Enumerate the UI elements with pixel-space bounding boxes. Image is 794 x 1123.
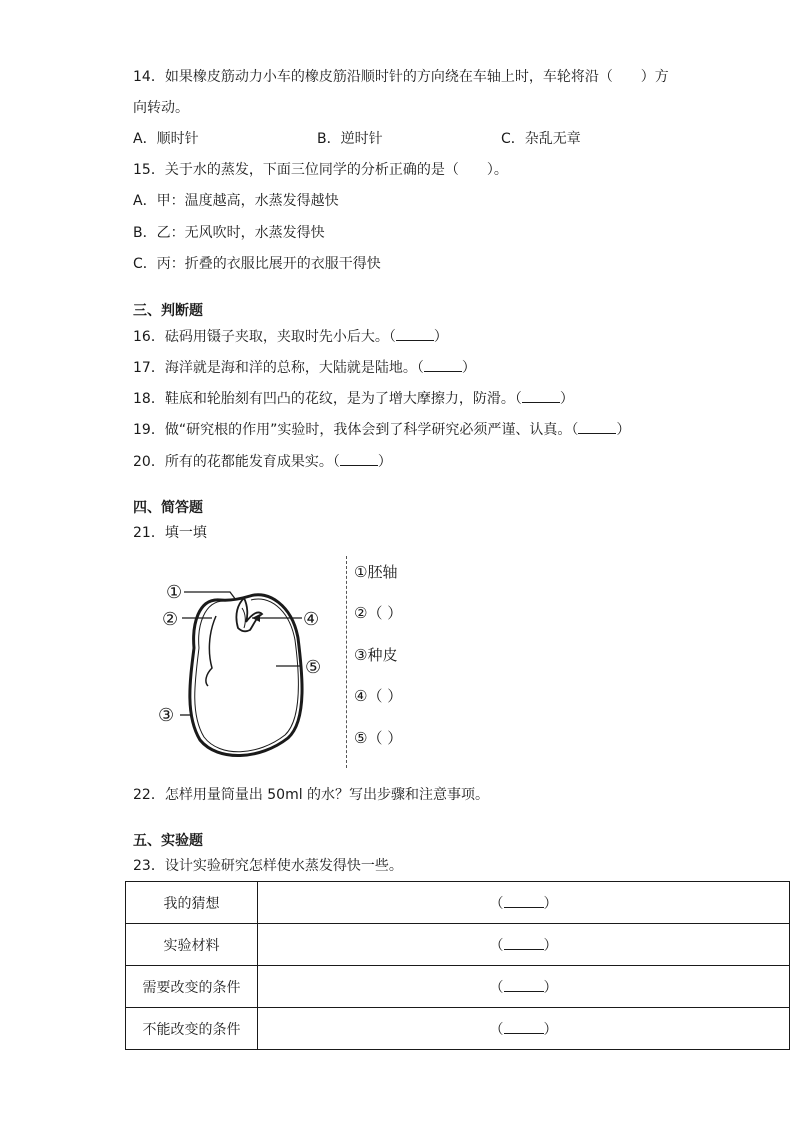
q18-answer-blank[interactable] — [522, 390, 560, 403]
table-row — [126, 1008, 790, 1050]
close-paren: ） — [543, 979, 558, 996]
q14-option-a[interactable]: A．顺时针 — [133, 131, 199, 147]
label-4[interactable]: ④（ ） — [354, 687, 403, 705]
q21-stem: 21．填一填 — [133, 525, 207, 541]
plumule-shape — [236, 598, 262, 631]
row-label-change: 需要改变的条件 — [126, 966, 258, 1008]
row-answer-change[interactable] — [258, 966, 790, 1008]
close-paren: ） — [543, 937, 558, 954]
row-answer-constant[interactable] — [258, 1008, 790, 1050]
q16-answer-blank[interactable] — [396, 328, 434, 341]
close-paren: ） — [543, 895, 558, 912]
bean-seed-diagram — [150, 570, 340, 770]
label-2[interactable]: ②（ ） — [354, 604, 403, 622]
q15-stem: 15．关于水的蒸发，下面三位同学的分析正确的是（ ）。 — [133, 162, 508, 178]
experiment-table — [125, 881, 790, 1050]
section3-title: 三、判断题 — [133, 303, 203, 319]
open-paren: （ — [489, 937, 504, 954]
q20-text: 20．所有的花都能发育成果实。（ — [133, 454, 340, 470]
q20-answer-blank[interactable] — [340, 453, 378, 466]
q17 — [133, 359, 476, 377]
table-row — [126, 882, 790, 924]
open-paren: （ — [489, 979, 504, 996]
section5-title: 五、实验题 — [133, 833, 203, 849]
table-row — [126, 924, 790, 966]
q15-option-c[interactable]: C．丙：折叠的衣服比展开的衣服干得快 — [133, 256, 381, 272]
q16 — [133, 328, 448, 346]
q19-answer-blank[interactable] — [578, 421, 616, 434]
q16-text: 16．砝码用镊子夹取，夹取时先小后大。（ — [133, 329, 396, 345]
q19-text: 19．做“研究根的作用”实验时，我体会到了科学研究必须严谨、认真。（ — [133, 422, 579, 438]
q15-option-b[interactable]: B．乙：无风吹时，水蒸发得快 — [133, 225, 325, 241]
q20-close: ） — [377, 454, 392, 470]
diagram-divider — [346, 556, 347, 768]
answer-blank[interactable] — [504, 895, 544, 908]
row-label-guess: 我的猜想 — [126, 882, 258, 924]
q15-option-a[interactable]: A．甲：温度越高，水蒸发得越快 — [133, 193, 339, 209]
q16-close: ） — [433, 329, 448, 345]
marker-3: ③ — [158, 705, 175, 726]
row-answer-guess[interactable] — [258, 882, 790, 924]
marker-1: ① — [166, 582, 183, 603]
row-label-materials: 实验材料 — [126, 924, 258, 966]
answer-blank[interactable] — [504, 937, 544, 950]
answer-blank[interactable] — [504, 1021, 544, 1034]
marker-5: ⑤ — [305, 657, 322, 678]
q14-option-c[interactable]: C．杂乱无章 — [501, 131, 581, 147]
row-label-constant: 不能改变的条件 — [126, 1008, 258, 1050]
section4-title: 四、简答题 — [133, 500, 203, 516]
label-5[interactable]: ⑤（ ） — [354, 729, 403, 747]
marker-4: ④ — [303, 609, 320, 630]
q14-stem-line2: 向转动。 — [133, 100, 189, 116]
q17-text: 17．海洋就是海和洋的总称，大陆就是陆地。（ — [133, 360, 424, 376]
q17-close: ） — [461, 360, 476, 376]
label-3: ③种皮 — [354, 646, 398, 664]
answer-blank[interactable] — [504, 979, 544, 992]
q23-stem: 23．设计实验研究怎样使水蒸发得快一些。 — [133, 858, 403, 874]
q18 — [133, 390, 574, 408]
q20 — [133, 453, 392, 471]
q14-stem-line1: 14．如果橡皮筋动力小车的橡皮筋沿顺时针的方向绕在车轴上时，车轮将沿（ ）方 — [133, 69, 669, 85]
q19-close: ） — [616, 422, 631, 438]
q18-close: ） — [559, 391, 574, 407]
table-row — [126, 966, 790, 1008]
marker-2: ② — [162, 609, 179, 630]
q18-text: 18．鞋底和轮胎刻有凹凸的花纹，是为了增大摩擦力，防滑。（ — [133, 391, 522, 407]
q17-answer-blank[interactable] — [424, 359, 462, 372]
q14-option-b[interactable]: B．逆时针 — [317, 131, 383, 147]
label-1: ①胚轴 — [354, 563, 398, 581]
open-paren: （ — [489, 1021, 504, 1038]
open-paren: （ — [489, 895, 504, 912]
close-paren: ） — [543, 1021, 558, 1038]
q22-stem: 22．怎样用量筒量出 50ml 的水？写出步骤和注意事项。 — [133, 787, 490, 803]
row-answer-materials[interactable] — [258, 924, 790, 966]
q19 — [133, 421, 630, 439]
